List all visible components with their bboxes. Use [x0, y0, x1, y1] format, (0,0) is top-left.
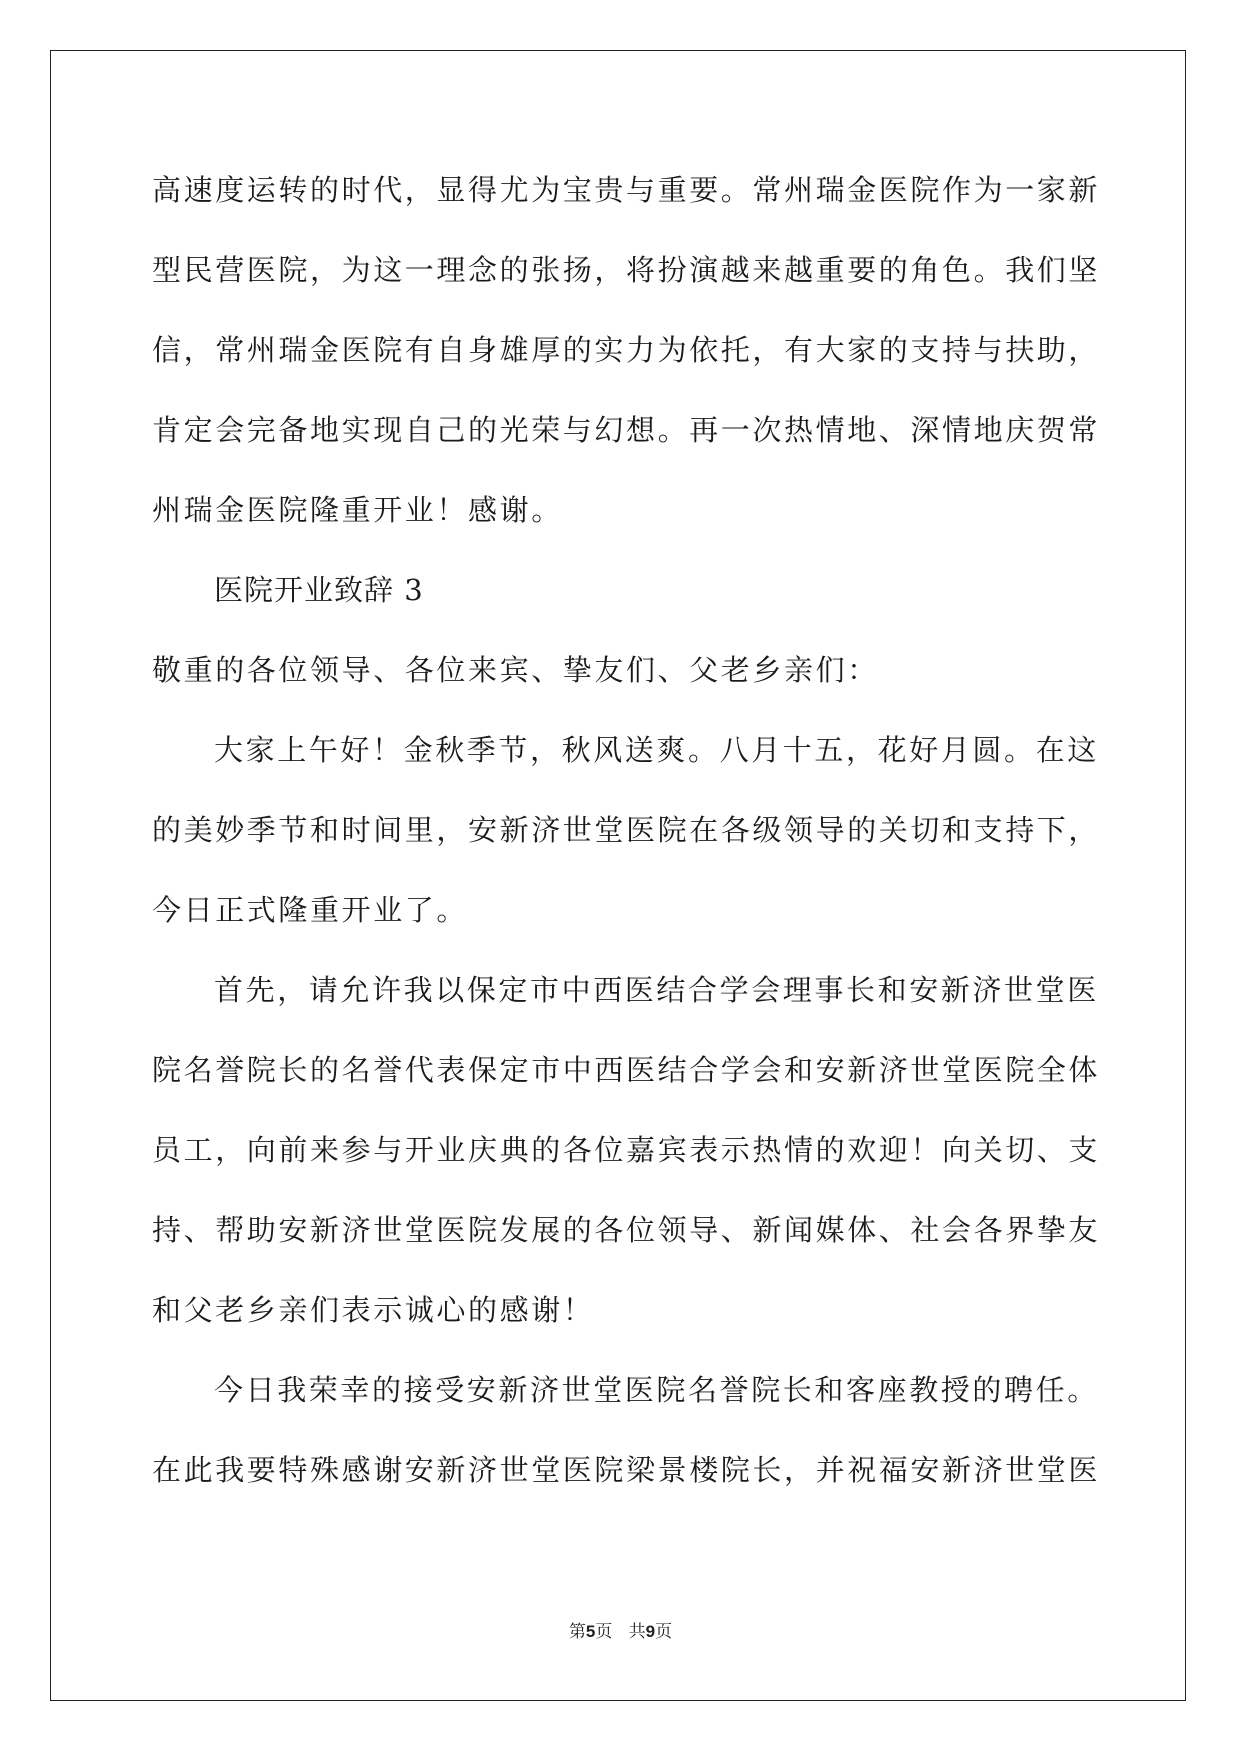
section-heading: 医院开业致辞 3	[214, 573, 424, 607]
text-line: 持、帮助安新济世堂医院发展的各位领导、新闻媒体、社会各界挚友	[152, 1213, 1101, 1247]
text-line: 高速度运转的时代，显得尤为宝贵与重要。常州瑞金医院作为一家新	[152, 173, 1101, 207]
document-body	[152, 150, 1101, 1510]
page-prefix: 第	[568, 1622, 586, 1642]
text-line: 的美妙季节和时间里，安新济世堂医院在各级领导的关切和支持下，	[152, 813, 1101, 847]
page-footer	[0, 1617, 1241, 1642]
total-unit: 页	[655, 1622, 673, 1642]
text-line: 院名誉院长的名誉代表保定市中西医结合学会和安新济世堂医院全体	[152, 1053, 1101, 1087]
total-prefix: 共	[628, 1622, 646, 1642]
page-total: 9	[645, 1622, 656, 1641]
text-line: 今日我荣幸的接受安新济世堂医院名誉院长和客座教授的聘任。	[214, 1373, 1099, 1407]
page-current: 5	[585, 1622, 596, 1641]
text-line: 型民营医院，为这一理念的张扬，将扮演越来越重要的角色。我们坚	[152, 253, 1101, 287]
text-line: 信，常州瑞金医院有自身雄厚的实力为依托，有大家的支持与扶助，	[152, 333, 1101, 367]
text-line: 州瑞金医院隆重开业！感谢。	[152, 493, 563, 527]
text-line: 和父老乡亲们表示诚心的感谢！	[152, 1293, 595, 1327]
page-unit: 页	[595, 1622, 613, 1642]
text-line: 员工，向前来参与开业庆典的各位嘉宾表示热情的欢迎！向关切、支	[152, 1133, 1101, 1167]
salutation-line: 敬重的各位领导、各位来宾、挚友们、父老乡亲们：	[152, 653, 879, 687]
text-line: 首先，请允许我以保定市中西医结合学会理事长和安新济世堂医	[214, 973, 1099, 1007]
text-line: 肯定会完备地实现自己的光荣与幻想。再一次热情地、深情地庆贺常	[152, 413, 1101, 447]
text-line: 今日正式隆重开业了。	[152, 893, 469, 927]
text-line: 大家上午好！金秋季节，秋风送爽。八月十五，花好月圆。在这	[214, 733, 1099, 767]
text-line: 在此我要特殊感谢安新济世堂医院梁景楼院长，并祝福安新济世堂医	[152, 1453, 1101, 1487]
